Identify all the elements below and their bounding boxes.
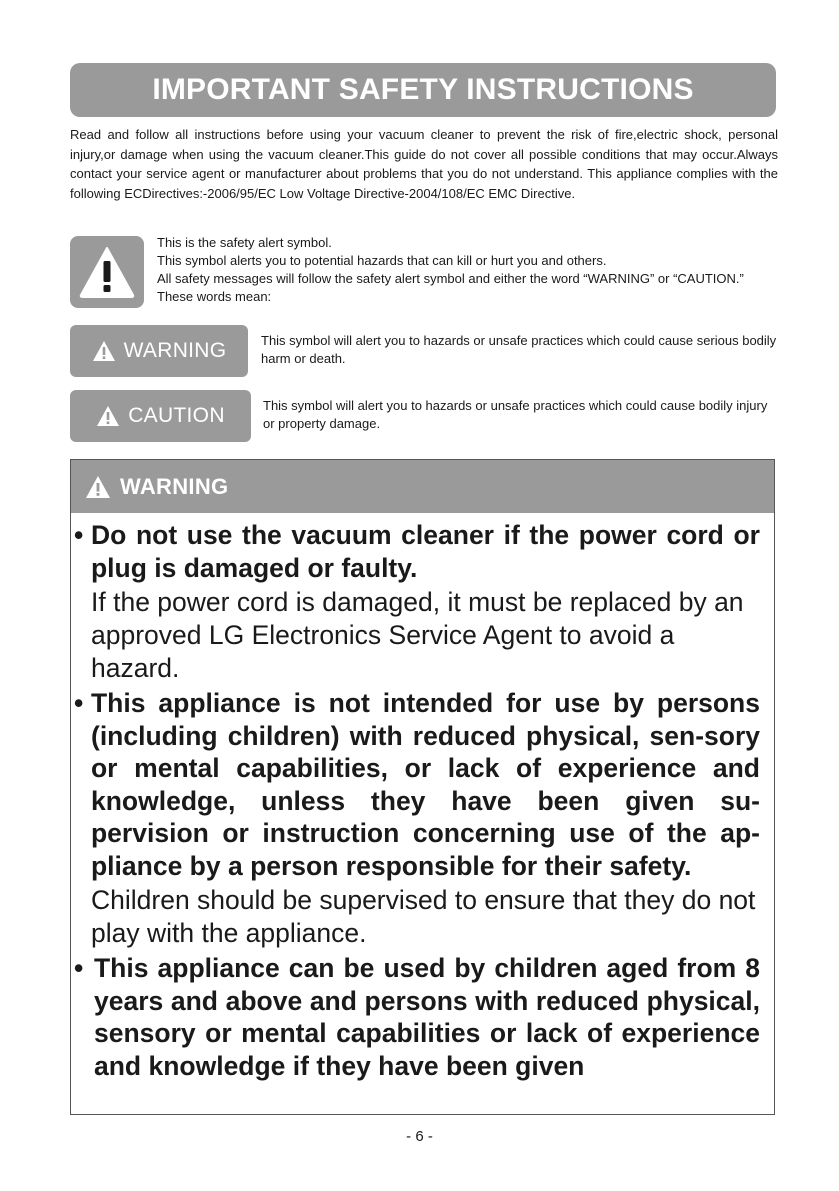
page-title: IMPORTANT SAFETY INSTRUCTIONS	[152, 73, 694, 106]
caution-badge	[70, 390, 251, 442]
caution-description: This symbol will alert you to hazards or unsafe practices which could cause bodily injury or property damage.	[263, 398, 768, 431]
warning-section-header	[71, 460, 774, 513]
warning-triangle-icon	[92, 340, 116, 362]
warning-triangle-icon	[77, 244, 137, 300]
title-banner	[70, 63, 776, 117]
warning-label: WARNING	[123, 339, 227, 362]
warning-section	[70, 459, 775, 1115]
warning-item-detail: If the power cord is damaged, it must be replaced by an approved LG Electronics Service Agent to avoid a hazard.	[91, 587, 744, 683]
warning-description: This symbol will alert you to hazards or unsafe practices which could cause serious bodily harm or death.	[261, 333, 777, 366]
alert-symbol-description	[157, 234, 779, 306]
safety-alert-symbol	[70, 236, 144, 308]
warning-item-heading: • This appliance can be used by children aged from 8 years and above and persons with reduced physical, sensory or mental capabilities or lack of experience and knowledge if they have been given	[75, 952, 760, 1082]
intro-paragraph: Read and follow all instructions before using your vacuum cleaner to prevent the risk of fire,electric shock, personal injury,or damage when using the vacuum cleaner.This guide do not cover all possible conditions that may occur.Always contact your service agent or manufacturer about problems that you do not understand. This appliance complies with the following ECDirectives:-2006/95/EC Low Voltage Directive-2004/108/EC EMC Directive.	[70, 127, 778, 201]
alert-line: This is the safety alert symbol.	[157, 235, 332, 250]
warning-section-title: WARNING	[120, 473, 229, 499]
warning-item-detail: Children should be supervised to ensure that they do not play with the appliance.	[91, 885, 756, 948]
caution-label: CAUTION	[128, 404, 225, 427]
alert-line: This symbol alerts you to potential hazards that can kill or hurt you and others.	[157, 253, 607, 268]
warning-triangle-icon	[85, 475, 111, 499]
warning-badge	[70, 325, 248, 377]
warning-items	[71, 513, 774, 1082]
warning-item-heading: • This appliance is not intended for use by persons (including children) with reduced physical, sen-sory or mental capabilities, or lack of experience and knowledge, unless they have been given su-pervision or instruction concerning use of the ap-pliance by a person responsible for their safety.	[75, 687, 760, 882]
alert-line: All safety messages will follow the safety alert symbol and either the word “WARNING” or “CAUTION.” These words mean:	[157, 271, 744, 304]
warning-triangle-icon	[96, 405, 120, 427]
warning-item-heading: • Do not use the vacuum cleaner if the power cord or plug is damaged or faulty.	[75, 519, 760, 584]
page-number: - 6 -	[406, 1128, 433, 1145]
